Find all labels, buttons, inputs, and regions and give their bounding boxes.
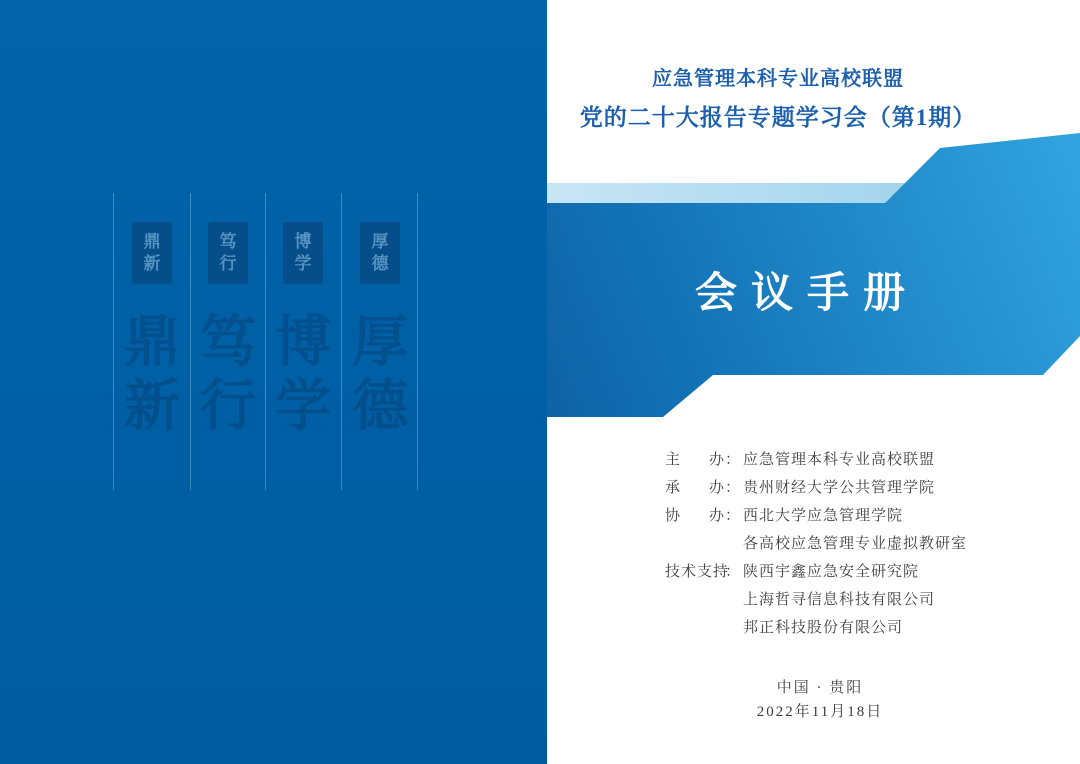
seal-char: 鼎 <box>143 232 161 251</box>
credit-value: 西北大学应急管理学院 <box>743 508 904 524</box>
footer-location: 中国 · 贵阳 <box>776 680 864 696</box>
motto-character: 厚 <box>352 312 408 374</box>
credit-value: 上海哲寻信息科技有限公司 <box>743 592 936 608</box>
credit-colon: ： <box>725 508 742 524</box>
credit-row <box>665 530 967 558</box>
credit-label: 协办 <box>665 508 725 524</box>
credits-block <box>665 446 967 642</box>
credit-row <box>665 614 967 642</box>
credit-row <box>665 558 967 586</box>
credit-row <box>665 502 967 530</box>
credit-label: 承办 <box>665 480 725 496</box>
motto-character: 德 <box>352 376 408 438</box>
cover-footer <box>560 676 1080 724</box>
credit-row <box>665 446 967 474</box>
credit-label: 技术支持 <box>665 564 730 580</box>
credit-row <box>665 474 967 502</box>
credit-colon: ： <box>725 452 742 468</box>
motto-character: 学 <box>275 376 331 438</box>
motto-column <box>342 193 418 490</box>
seal-stamp-icon <box>208 222 248 284</box>
motto-column <box>265 193 341 490</box>
motto-column <box>114 193 190 490</box>
seal-char: 学 <box>294 254 312 273</box>
motto-character: 博 <box>275 312 331 374</box>
seal-char: 厚 <box>371 232 389 251</box>
cover-header <box>552 60 1004 138</box>
credit-colon: ： <box>725 480 742 496</box>
seal-stamp-icon <box>360 222 400 284</box>
seal-stamp-icon <box>283 222 323 284</box>
motto-column <box>190 193 266 490</box>
seal-stamp-icon <box>132 222 172 284</box>
handbook-title: 会议手册 <box>694 271 919 317</box>
credit-value: 贵州财经大学公共管理学院 <box>743 480 936 496</box>
credit-colon: ： <box>725 564 742 580</box>
credit-row <box>665 586 967 614</box>
motto-character: 鼎 <box>124 312 180 374</box>
motto-character: 新 <box>124 376 180 438</box>
credit-value: 应急管理本科专业高校联盟 <box>743 452 936 468</box>
seal-char: 德 <box>371 254 389 273</box>
seal-char: 笃 <box>219 232 237 251</box>
seal-char: 新 <box>143 254 161 273</box>
event-title: 党的二十大报告专题学习会（第1期） <box>579 105 977 130</box>
credit-value: 邦正科技股份有限公司 <box>743 620 904 636</box>
motto-character: 行 <box>200 376 256 438</box>
footer-date: 2022年11月18日 <box>756 704 884 720</box>
credit-value: 各高校应急管理专业虚拟教研室 <box>743 536 968 552</box>
league-name: 应急管理本科专业高校联盟 <box>652 68 904 90</box>
seal-char: 博 <box>294 232 312 251</box>
credit-label: 主办 <box>665 452 725 468</box>
motto-character: 笃 <box>200 312 256 374</box>
credit-value: 陕西宇鑫应急安全研究院 <box>743 564 920 580</box>
seal-char: 行 <box>219 254 237 273</box>
